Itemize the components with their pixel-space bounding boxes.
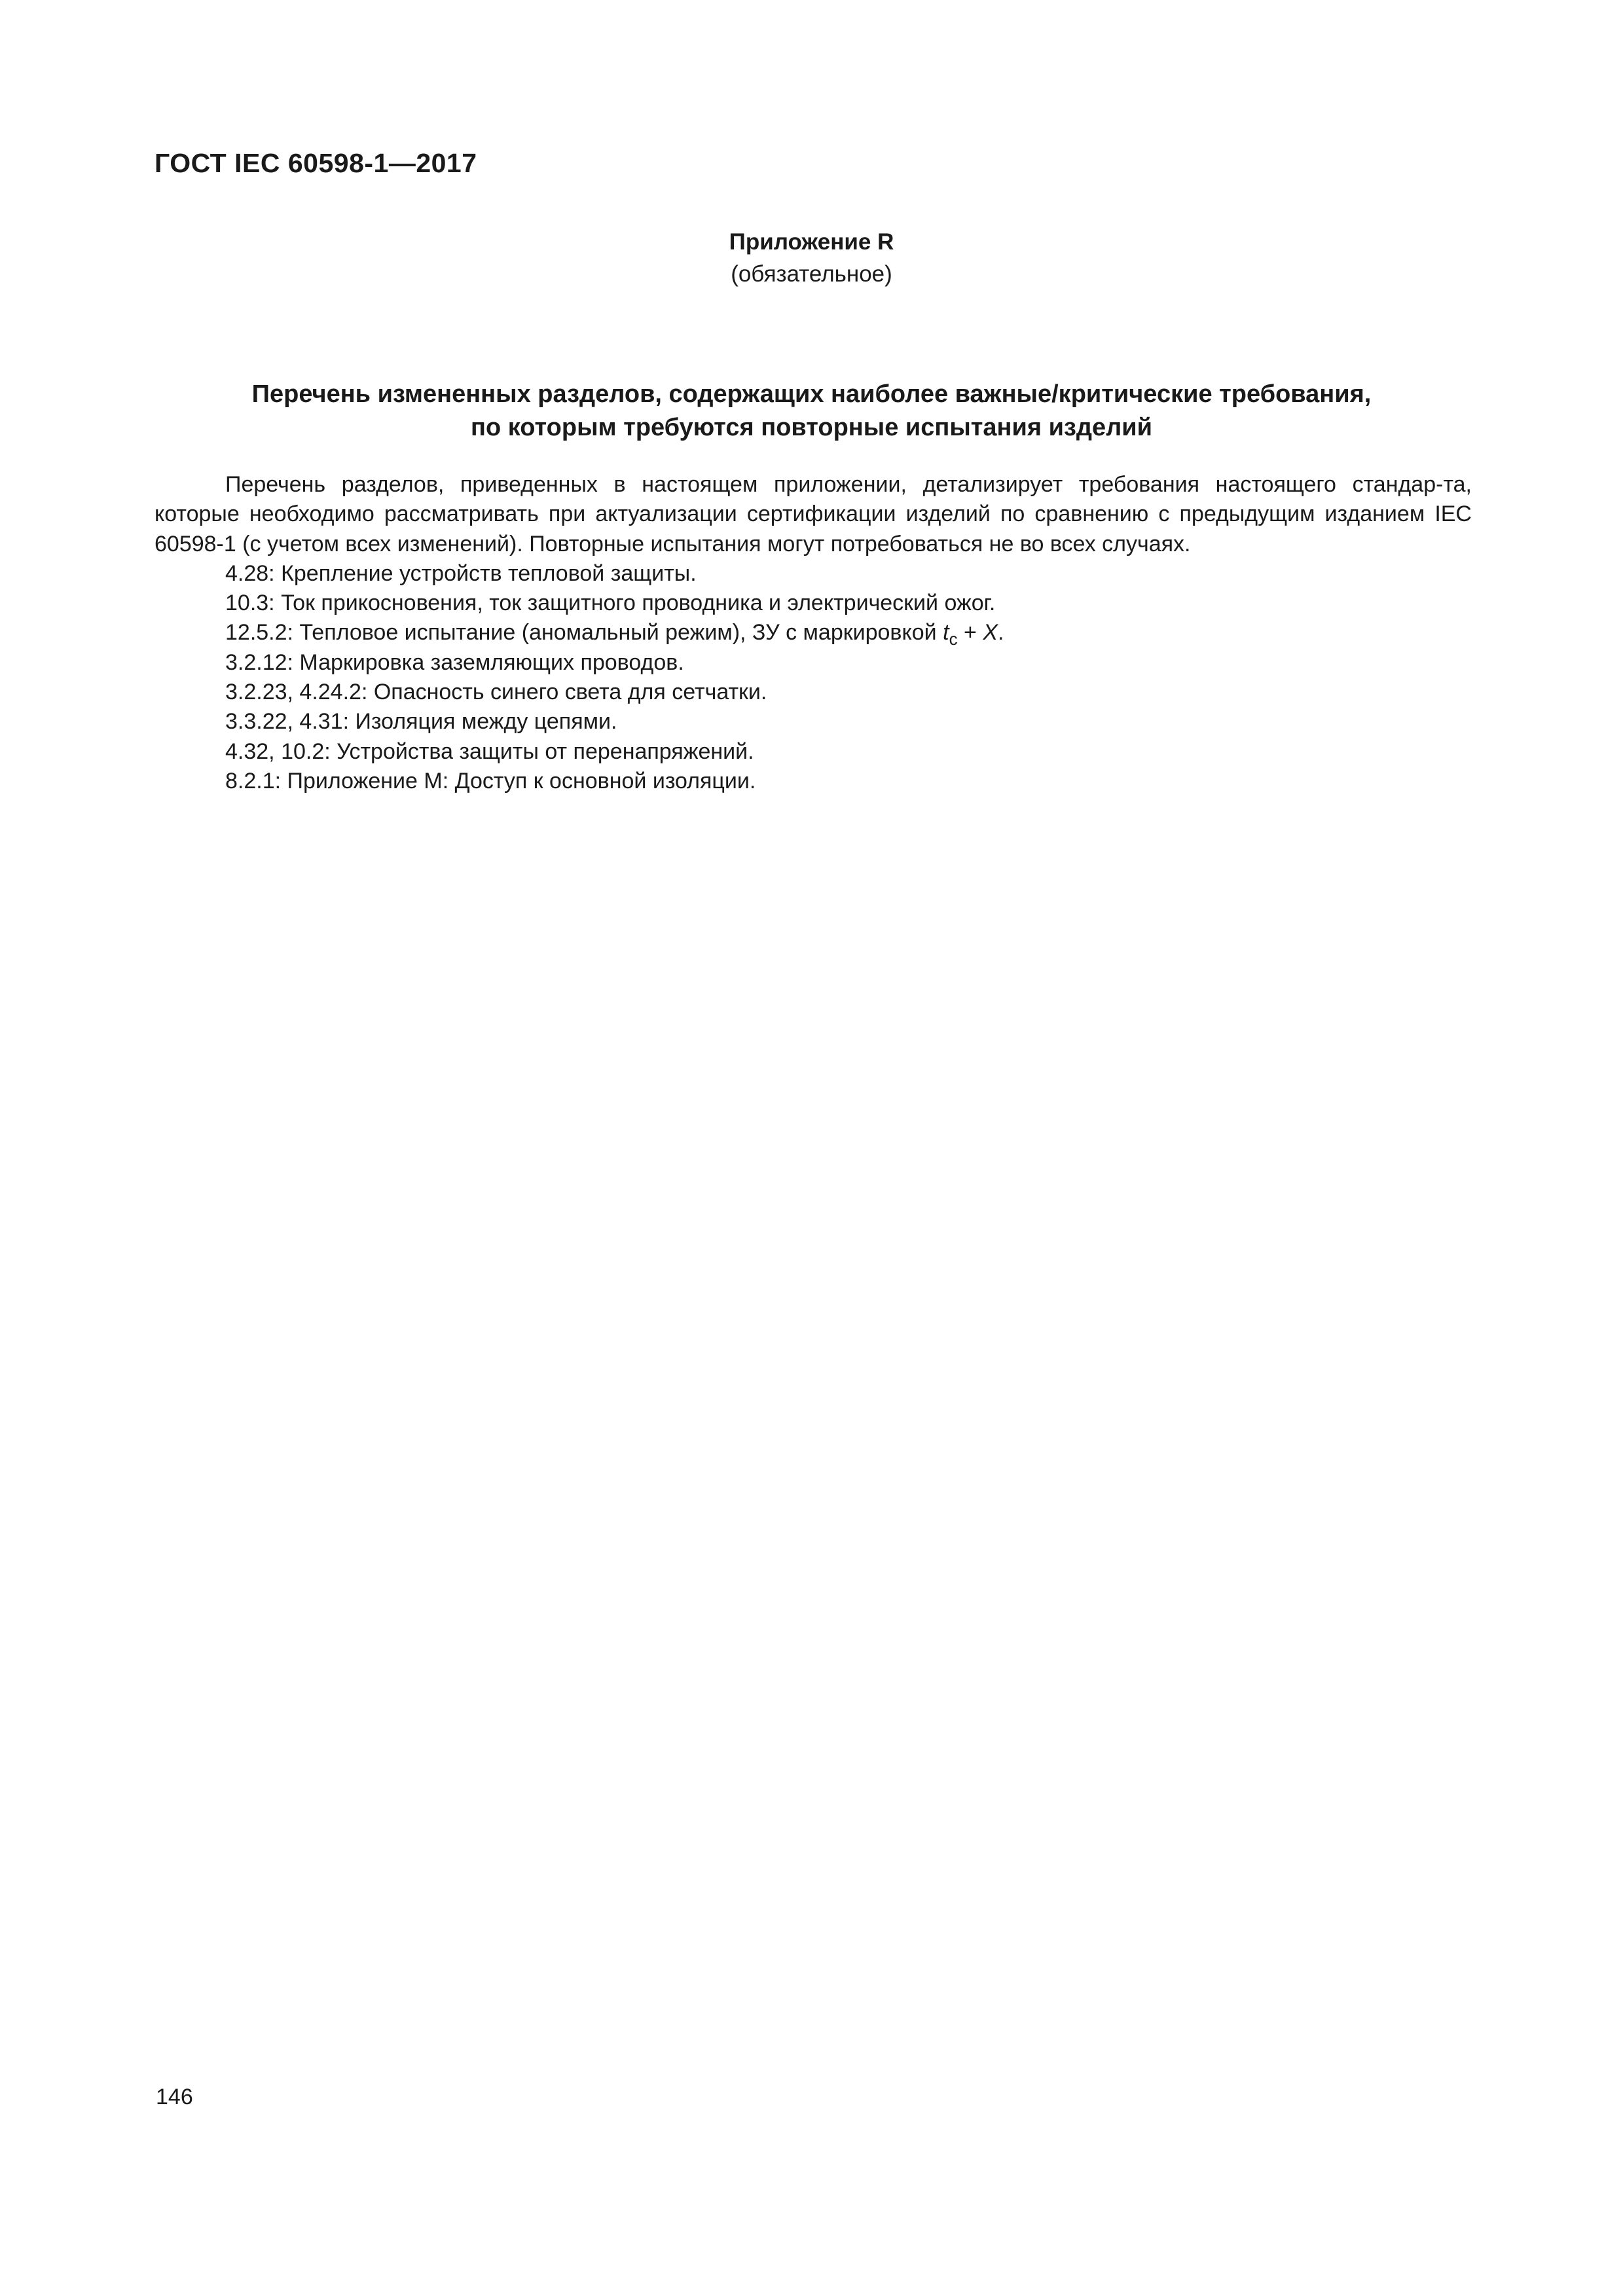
formula-subscript: c [949, 629, 958, 649]
list-item: 3.3.22, 4.31: Изоляция между цепями. [225, 709, 617, 735]
formula-variable: t [943, 620, 949, 646]
list-item: 4.28: Крепление устройств тепловой защиты. [225, 560, 697, 586]
document-header: ГОСТ IEC 60598-1—2017 [155, 148, 477, 178]
formula-operator: + [957, 620, 983, 646]
appendix-title: Приложение R [729, 229, 894, 255]
intro-paragraph: Перечень разделов, приведенных в настоящем приложении, детализирует требования настоящего стандар-та, которые необходимо рассматривать при актуализации сертификации изделий по сравнению с предыдущим изданием IEC 60598-1 (с учетом всех изменений). Повторные испытания могут потребоваться не во всех случаях. [155, 472, 1472, 556]
list-item: 4.32, 10.2: Устройства защиты от перенапряжений. [225, 738, 754, 764]
list-item: 8.2.1: Приложение М: Доступ к основной изоляции. [225, 768, 756, 793]
list-item: 3.2.23, 4.24.2: Опасность синего света для сетчатки. [225, 680, 767, 705]
list-item: 3.2.12: Маркировка заземляющих проводов. [225, 649, 684, 675]
list-item-text: 12.5.2: Тепловое испытание (аномальный режим), ЗУ с маркировкой [225, 620, 937, 646]
heading-line-1: Перечень измененных разделов, содержащих наиболее важные/критические требования, [251, 380, 1372, 408]
page-number: 146 [156, 2085, 193, 2109]
appendix-label [0, 226, 1623, 290]
list-item: 10.3: Ток прикосновения, ток защитного проводника и электрический ожог. [225, 591, 996, 616]
section-heading [155, 378, 1468, 445]
appendix-status: (обязательное) [731, 261, 892, 287]
heading-line-2: по которым требуются повторные испытания изделий [471, 414, 1152, 441]
formula-end: . [998, 620, 1004, 646]
formula-term: X [983, 620, 998, 646]
list-item-formula [155, 618, 1472, 647]
body-text [155, 470, 1472, 796]
